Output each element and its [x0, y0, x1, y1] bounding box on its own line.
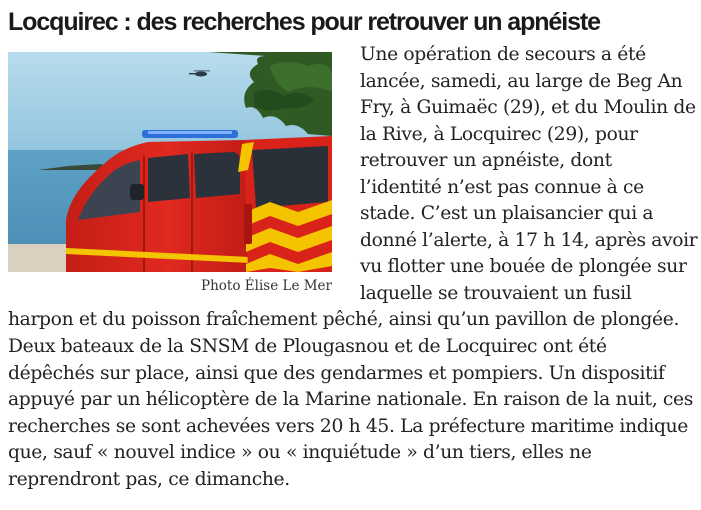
article-headline: Locquirec : des recherches pour retrouver un apnéiste [8, 8, 600, 36]
photo-caption: Photo Élise Le Mer [201, 278, 332, 294]
article-body [8, 42, 698, 493]
figure-spacer [8, 42, 360, 307]
article-body-text: Une opération de secours a été lancée, samedi, au large de Beg An Fry, à Guimaëc (29), et du Moulin de la Rive, à Locquirec (29), pour retrouver un apnéiste, dont l’identité n’est pas connue à ce stade. C’est un plaisancier qui a donné l’alerte, à 17 h 14, après avoir vu flotter une bouée de plongée sur laquelle se trouvaient un fusil harpon et du poisson fraîchement pêché, ainsi qu’un pavillon de plongée. Deux bateaux de la SNSM de Plougasnou et de Locquirec ont été dépêchés sur place, ainsi que des gendarmes et pompiers. Un dispositif appuyé par un hélicoptère de la Marine nationale. En raison de la nuit, ces recherches se sont achevées vers 20 h 45. La préfecture maritime indique que, sauf « nouvel indice » ou « inquiétude » d’un tiers, elles ne reprendront pas, ce dimanche. [8, 44, 698, 490]
